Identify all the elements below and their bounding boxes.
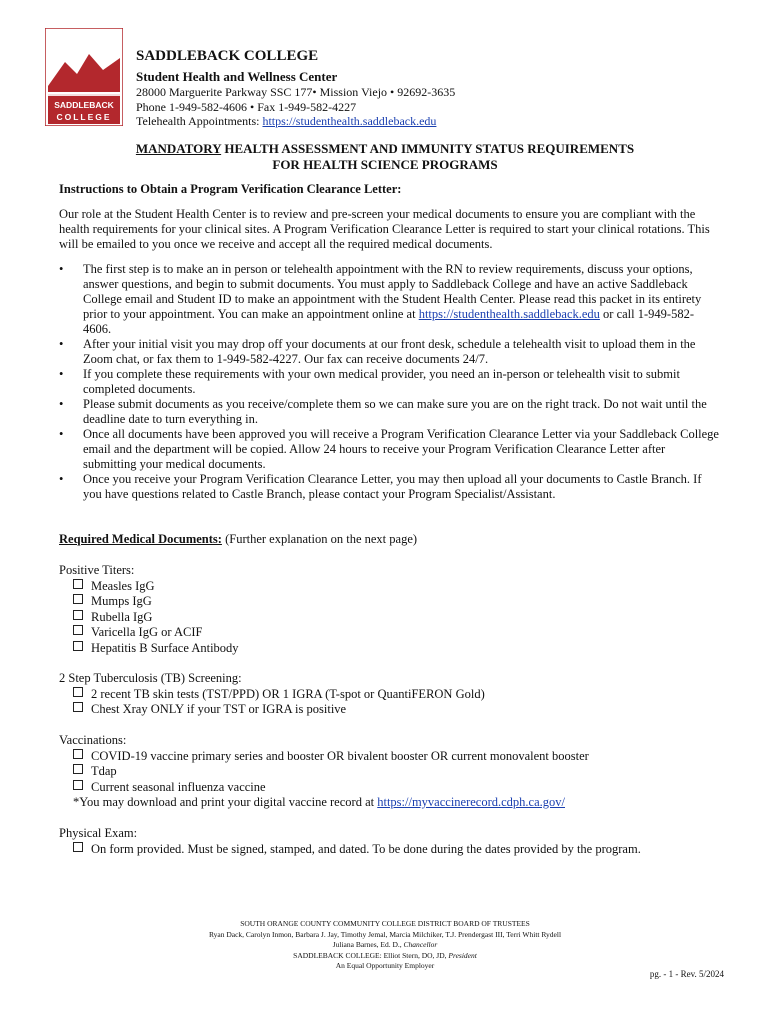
studenthealth-link[interactable]: https://studenthealth.saddleback.edu bbox=[418, 307, 600, 321]
checkbox-icon[interactable] bbox=[73, 687, 83, 697]
checklist-item bbox=[59, 780, 729, 796]
bullet-3-text: If you complete these requirements with your own medical provider, you need an in-person or telehealth visit to submit completed documents. bbox=[83, 367, 680, 396]
titers-heading: Positive Titers: bbox=[59, 563, 135, 577]
college-name: SADDLEBACK COLLEGE bbox=[136, 48, 319, 64]
footer-board: SOUTH ORANGE COUNTY COMMUNITY COLLEGE DISTRICT BOARD OF TRUSTEES bbox=[240, 919, 530, 928]
checklist-item bbox=[59, 687, 729, 703]
checklist-item bbox=[59, 610, 729, 626]
telehealth-label: Telehealth Appointments: bbox=[136, 114, 263, 128]
title-line-1-rest: HEALTH ASSESSMENT AND IMMUNITY STATUS REQUIREMENTS bbox=[221, 141, 635, 156]
item-label: On form provided. Must be signed, stamped, and dated. To be done during the dates provided by the program. bbox=[91, 841, 641, 856]
chancellor-name: Juliana Barnes, Ed. D., bbox=[332, 940, 404, 949]
item-label: COVID-19 vaccine primary series and booster OR bivalent booster OR current monovalent booster bbox=[91, 748, 589, 763]
checklist-item bbox=[59, 764, 729, 780]
vaccinations-heading: Vaccinations: bbox=[59, 733, 127, 747]
footer-chancellor bbox=[0, 940, 770, 951]
tb-heading: 2 Step Tuberculosis (TB) Screening: bbox=[59, 671, 242, 685]
telehealth-line bbox=[136, 114, 736, 129]
checklist-item bbox=[59, 641, 729, 657]
phone-fax: Phone 1-949-582-4606 • Fax 1-949-582-4227 bbox=[136, 99, 357, 114]
bullet-4-text: Please submit documents as you receive/complete them so we can make sure you are on the right track. Do not wait until the deadline date to turn everything in. bbox=[83, 397, 707, 426]
checkbox-icon[interactable] bbox=[73, 702, 83, 712]
center-name: Student Health and Wellness Center bbox=[136, 69, 338, 84]
footer bbox=[0, 919, 770, 972]
checklist-item bbox=[59, 749, 729, 765]
checklist-item bbox=[59, 702, 729, 718]
item-label: Chest Xray ONLY if your TST or IGRA is positive bbox=[91, 702, 347, 716]
item-label: Varicella IgG or ACIF bbox=[91, 625, 203, 639]
checkbox-icon[interactable] bbox=[73, 749, 83, 759]
footer-trustees: Ryan Dack, Carolyn Inmon, Barbara J. Jay, Timothy Jemal, Marcia Milchiker, T.J. Prendergast III, Terri Whitt Rydell bbox=[208, 929, 562, 939]
checklist-item bbox=[59, 579, 729, 595]
checklist-item bbox=[59, 842, 729, 858]
required-heading-text: Required Medical Documents: bbox=[59, 532, 222, 546]
checkbox-icon[interactable] bbox=[73, 780, 83, 790]
instructions-heading: Instructions to Obtain a Program Verification Clearance Letter: bbox=[59, 182, 402, 196]
vaccine-record-note bbox=[59, 795, 729, 811]
checkbox-icon[interactable] bbox=[73, 610, 83, 620]
instructions-list bbox=[59, 262, 719, 502]
checkbox-icon[interactable] bbox=[73, 625, 83, 635]
telehealth-link[interactable]: https://studenthealth.saddleback.edu bbox=[262, 114, 437, 128]
checkbox-icon[interactable] bbox=[73, 594, 83, 604]
letterhead bbox=[136, 47, 736, 129]
logo-mountain-icon bbox=[45, 28, 123, 126]
required-heading-note: (Further explanation on the next page) bbox=[221, 532, 418, 546]
list-item: • Once you receive your Program Verification Clearance Letter, you may then upload all your documents to Castle Branch. If you have questions related to Castle Branch, please contact your Program Specialist/Assistant. bbox=[59, 472, 702, 501]
list-item: • The first step is to make an in person or telehealth appointment with the RN to review requirements, discuss your options, answer questions, and begin to submit documents. You must apply to Saddleback College and have an active Saddleback College email and Student ID to make an appointment with the Student Health Center. Please read this packet in its entirety prior to your appointment. You can make an appointment online at https://studenthealth.saddleback.edu or call 1-949-582-4606. bbox=[59, 262, 702, 336]
logo-text-top: SADDLEBACK bbox=[54, 100, 114, 110]
titers-section bbox=[59, 563, 729, 656]
tb-section bbox=[59, 671, 729, 718]
list-item: • If you complete these requirements with your own medical provider, you need an in-person or telehealth visit to submit completed documents. bbox=[59, 367, 680, 396]
item-label: Mumps IgG bbox=[91, 594, 152, 608]
bullet-2-text: After your initial visit you may drop off your documents at our front desk, schedule a telehealth visit to upload them in the Zoom chat, or fax them to 1-949-582-4227. Our fax can receive documents 24/7. bbox=[83, 337, 696, 366]
saddleback-logo bbox=[45, 28, 123, 126]
bullet-1-tail: or call 1-949-582-4606. bbox=[83, 307, 694, 336]
bullet-1-text: The first step is to make an in person or telehealth appointment with the RN to review requirements, discuss your options, answer questions, and begin to submit documents. You must apply to Saddleback College and have an active Saddleback College email and Student ID to make an appointment with the Student Health Center. Please read this packet in its entirety prior to your appointment. You can make an appointment online at bbox=[83, 262, 702, 321]
president-name: SADDLEBACK COLLEGE: Elliot Stern, DO, JD, bbox=[293, 950, 449, 960]
title-line-1 bbox=[0, 141, 770, 157]
document-title bbox=[0, 141, 770, 173]
title-line-2: FOR HEALTH SCIENCE PROGRAMS bbox=[272, 157, 498, 172]
footer-eoe: An Equal Opportunity Employer bbox=[335, 961, 435, 970]
note-text: *You may download and print your digital vaccine record at bbox=[73, 795, 378, 809]
list-item: • After your initial visit you may drop off your documents at our front desk, schedule a telehealth visit to upload them in the Zoom chat, or fax them to 1-949-582-4227. Our fax can receive documents 24/7. bbox=[59, 337, 696, 366]
checkbox-icon[interactable] bbox=[73, 579, 83, 589]
footer-president bbox=[0, 951, 770, 962]
item-label: 2 recent TB skin tests (TST/PPD) OR 1 IGRA (T-spot or QuantiFERON Gold) bbox=[91, 686, 485, 701]
page-number: pg. - 1 - Rev. 5/2024 bbox=[649, 969, 724, 979]
president-role: President bbox=[448, 950, 477, 960]
address: 28000 Marguerite Parkway SSC 177• Mission Viejo • 92692-3635 bbox=[136, 85, 456, 99]
logo-text-bottom: COLLEGE bbox=[56, 112, 112, 122]
physical-heading: Physical Exam: bbox=[59, 826, 138, 840]
checklist-item bbox=[59, 594, 729, 610]
item-label: Current seasonal influenza vaccine bbox=[91, 779, 266, 794]
item-label: Measles IgG bbox=[91, 578, 155, 593]
bullet-6-text: Once you receive your Program Verification Clearance Letter, you may then upload all your documents to Castle Branch. If you have questions related to Castle Branch, please contact your Program Specialist/Assistant. bbox=[83, 472, 702, 501]
item-label: Rubella IgG bbox=[91, 609, 153, 624]
bullet-5-text: Once all documents have been approved you will receive a Program Verification Clearance Letter via your Saddleback College email and the department will be copied. Allow 24 hours to receive your Program Verification Clearance Letter after submitting your medical documents. bbox=[83, 427, 719, 471]
list-item: • Once all documents have been approved you will receive a Program Verification Clearance Letter via your Saddleback College email and the department will be copied. Allow 24 hours to receive your Program Verification Clearance Letter after submitting your medical documents. bbox=[59, 427, 719, 471]
item-label: Tdap bbox=[91, 764, 117, 778]
intro-paragraph: Our role at the Student Health Center is to review and pre-screen your medical documents to ensure you are compliant with the health requirements for your clinical sites. A Program Verification Clearance Letter is required to start your clinical rotations. This will be emailed to you once we receive and accept all the required medical documents. bbox=[59, 207, 710, 251]
item-label: Hepatitis B Surface Antibody bbox=[91, 640, 239, 655]
chancellor-role: Chancellor bbox=[403, 940, 438, 949]
checkbox-icon[interactable] bbox=[73, 842, 83, 852]
checkbox-icon[interactable] bbox=[73, 764, 83, 774]
list-item: • Please submit documents as you receive/complete them so we can make sure you are on the right track. Do not wait until the deadline date to turn everything in. bbox=[59, 397, 707, 426]
required-documents-heading bbox=[59, 532, 719, 547]
title-mandatory: MANDATORY bbox=[135, 141, 222, 156]
physical-section bbox=[59, 826, 729, 857]
vaccinations-section bbox=[59, 733, 729, 811]
checkbox-icon[interactable] bbox=[73, 641, 83, 651]
checklist-item bbox=[59, 625, 729, 641]
vaccine-record-link[interactable]: https://myvaccinerecord.cdph.ca.gov/ bbox=[377, 795, 565, 809]
